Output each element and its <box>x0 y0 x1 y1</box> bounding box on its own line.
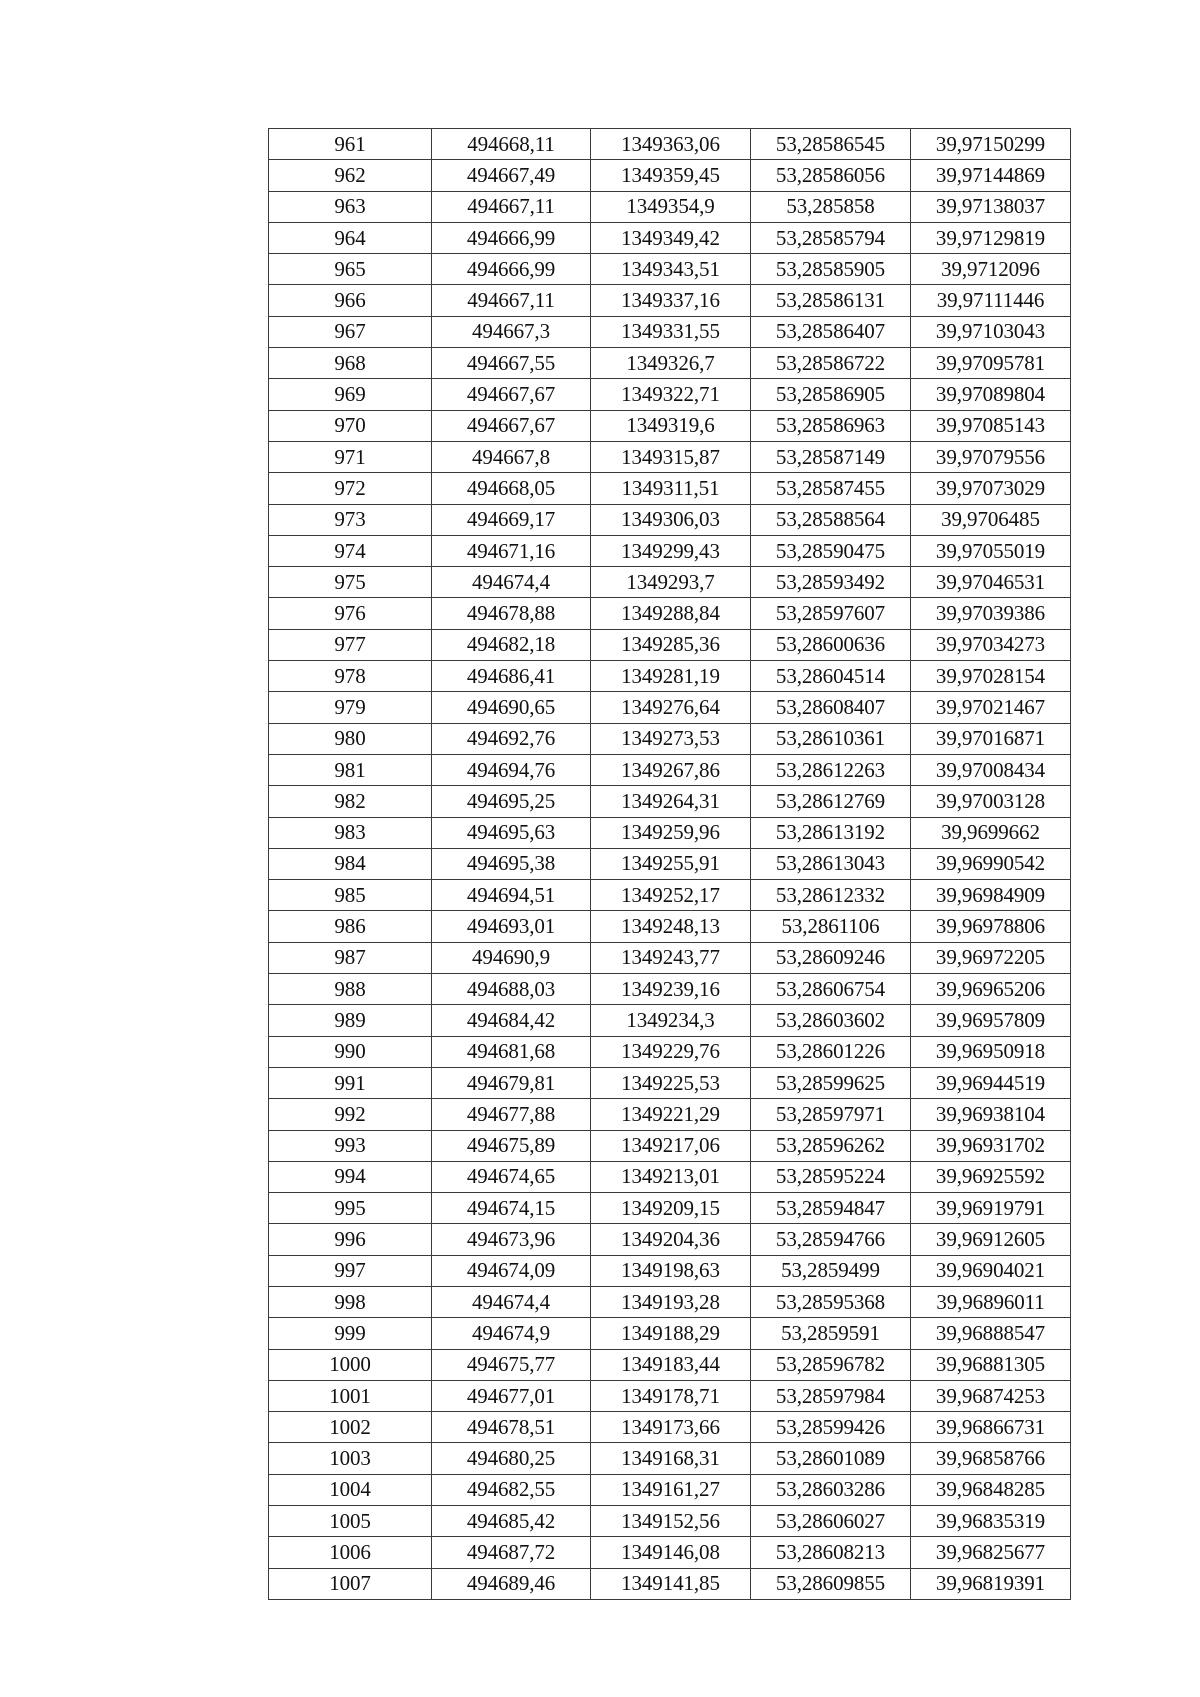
latitude-cell: 53,28586963 <box>751 410 911 441</box>
longitude-cell: 39,97034273 <box>911 629 1071 660</box>
latitude-cell: 53,28597984 <box>751 1380 911 1411</box>
latitude-cell: 53,28586545 <box>751 129 911 160</box>
point-number-cell: 987 <box>269 942 432 973</box>
y-coordinate-cell: 1349193,28 <box>591 1286 751 1317</box>
x-coordinate-cell: 494667,11 <box>432 191 591 222</box>
y-coordinate-cell: 1349209,15 <box>591 1193 751 1224</box>
y-coordinate-cell: 1349363,06 <box>591 129 751 160</box>
point-number-cell: 993 <box>269 1130 432 1161</box>
longitude-cell: 39,97008434 <box>911 754 1071 785</box>
x-coordinate-cell: 494674,65 <box>432 1161 591 1192</box>
latitude-cell: 53,28594766 <box>751 1224 911 1255</box>
longitude-cell: 39,96957809 <box>911 1005 1071 1036</box>
table-row <box>269 1099 1071 1130</box>
x-coordinate-cell: 494677,01 <box>432 1380 591 1411</box>
table-row <box>269 1130 1071 1161</box>
longitude-cell: 39,96819391 <box>911 1568 1071 1599</box>
x-coordinate-cell: 494678,51 <box>432 1412 591 1443</box>
table-row <box>269 535 1071 566</box>
longitude-cell: 39,96938104 <box>911 1099 1071 1130</box>
latitude-cell: 53,28606754 <box>751 974 911 1005</box>
point-number-cell: 984 <box>269 848 432 879</box>
x-coordinate-cell: 494675,77 <box>432 1349 591 1380</box>
x-coordinate-cell: 494685,42 <box>432 1506 591 1537</box>
point-number-cell: 994 <box>269 1161 432 1192</box>
latitude-cell: 53,28612769 <box>751 786 911 817</box>
latitude-cell: 53,28586905 <box>751 379 911 410</box>
longitude-cell: 39,96944519 <box>911 1067 1071 1098</box>
latitude-cell: 53,28603286 <box>751 1474 911 1505</box>
table-row <box>269 880 1071 911</box>
longitude-cell: 39,97079556 <box>911 441 1071 472</box>
latitude-cell: 53,28604514 <box>751 661 911 692</box>
longitude-cell: 39,9712096 <box>911 254 1071 285</box>
longitude-cell: 39,96978806 <box>911 911 1071 942</box>
point-number-cell: 972 <box>269 473 432 504</box>
table-row <box>269 504 1071 535</box>
point-number-cell: 977 <box>269 629 432 660</box>
longitude-cell: 39,97021467 <box>911 692 1071 723</box>
longitude-cell: 39,97003128 <box>911 786 1071 817</box>
latitude-cell: 53,28586407 <box>751 316 911 347</box>
point-number-cell: 997 <box>269 1255 432 1286</box>
table-row <box>269 1193 1071 1224</box>
longitude-cell: 39,96888547 <box>911 1318 1071 1349</box>
y-coordinate-cell: 1349299,43 <box>591 535 751 566</box>
coordinates-table-body <box>269 129 1071 1600</box>
table-row <box>269 473 1071 504</box>
table-row <box>269 441 1071 472</box>
y-coordinate-cell: 1349322,71 <box>591 379 751 410</box>
y-coordinate-cell: 1349229,76 <box>591 1036 751 1067</box>
point-number-cell: 973 <box>269 504 432 535</box>
latitude-cell: 53,28596782 <box>751 1349 911 1380</box>
table-row <box>269 348 1071 379</box>
x-coordinate-cell: 494690,65 <box>432 692 591 723</box>
point-number-cell: 967 <box>269 316 432 347</box>
point-number-cell: 976 <box>269 598 432 629</box>
longitude-cell: 39,96990542 <box>911 848 1071 879</box>
table-row <box>269 1036 1071 1067</box>
y-coordinate-cell: 1349319,6 <box>591 410 751 441</box>
x-coordinate-cell: 494694,51 <box>432 880 591 911</box>
table-row <box>269 1349 1071 1380</box>
table-row <box>269 567 1071 598</box>
table-row <box>269 1443 1071 1474</box>
longitude-cell: 39,97144869 <box>911 160 1071 191</box>
y-coordinate-cell: 1349146,08 <box>591 1537 751 1568</box>
table-row <box>269 1568 1071 1599</box>
x-coordinate-cell: 494677,88 <box>432 1099 591 1130</box>
latitude-cell: 53,28597971 <box>751 1099 911 1130</box>
table-row <box>269 848 1071 879</box>
x-coordinate-cell: 494674,09 <box>432 1255 591 1286</box>
table-row <box>269 1506 1071 1537</box>
table-row <box>269 1005 1071 1036</box>
latitude-cell: 53,28596262 <box>751 1130 911 1161</box>
table-row <box>269 1224 1071 1255</box>
table-row <box>269 754 1071 785</box>
longitude-cell: 39,96904021 <box>911 1255 1071 1286</box>
point-number-cell: 1000 <box>269 1349 432 1380</box>
y-coordinate-cell: 1349152,56 <box>591 1506 751 1537</box>
y-coordinate-cell: 1349337,16 <box>591 285 751 316</box>
point-number-cell: 995 <box>269 1193 432 1224</box>
point-number-cell: 998 <box>269 1286 432 1317</box>
latitude-cell: 53,28601226 <box>751 1036 911 1067</box>
table-row <box>269 222 1071 253</box>
y-coordinate-cell: 1349221,29 <box>591 1099 751 1130</box>
latitude-cell: 53,28595224 <box>751 1161 911 1192</box>
x-coordinate-cell: 494694,76 <box>432 754 591 785</box>
y-coordinate-cell: 1349225,53 <box>591 1067 751 1098</box>
y-coordinate-cell: 1349213,01 <box>591 1161 751 1192</box>
longitude-cell: 39,96925592 <box>911 1161 1071 1192</box>
point-number-cell: 1005 <box>269 1506 432 1537</box>
latitude-cell: 53,28587149 <box>751 441 911 472</box>
y-coordinate-cell: 1349315,87 <box>591 441 751 472</box>
table-row <box>269 1067 1071 1098</box>
coordinates-table <box>268 128 1071 1600</box>
table-row <box>269 379 1071 410</box>
latitude-cell: 53,28587455 <box>751 473 911 504</box>
x-coordinate-cell: 494675,89 <box>432 1130 591 1161</box>
y-coordinate-cell: 1349198,63 <box>591 1255 751 1286</box>
y-coordinate-cell: 1349349,42 <box>591 222 751 253</box>
x-coordinate-cell: 494690,9 <box>432 942 591 973</box>
table-row <box>269 191 1071 222</box>
y-coordinate-cell: 1349306,03 <box>591 504 751 535</box>
x-coordinate-cell: 494688,03 <box>432 974 591 1005</box>
y-coordinate-cell: 1349173,66 <box>591 1412 751 1443</box>
point-number-cell: 968 <box>269 348 432 379</box>
y-coordinate-cell: 1349359,45 <box>591 160 751 191</box>
y-coordinate-cell: 1349331,55 <box>591 316 751 347</box>
y-coordinate-cell: 1349248,13 <box>591 911 751 942</box>
longitude-cell: 39,97150299 <box>911 129 1071 160</box>
x-coordinate-cell: 494671,16 <box>432 535 591 566</box>
x-coordinate-cell: 494674,4 <box>432 567 591 598</box>
longitude-cell: 39,96950918 <box>911 1036 1071 1067</box>
table-row <box>269 692 1071 723</box>
point-number-cell: 990 <box>269 1036 432 1067</box>
point-number-cell: 992 <box>269 1099 432 1130</box>
latitude-cell: 53,28586131 <box>751 285 911 316</box>
table-row <box>269 1161 1071 1192</box>
latitude-cell: 53,28597607 <box>751 598 911 629</box>
latitude-cell: 53,28612332 <box>751 880 911 911</box>
y-coordinate-cell: 1349252,17 <box>591 880 751 911</box>
point-number-cell: 979 <box>269 692 432 723</box>
x-coordinate-cell: 494692,76 <box>432 723 591 754</box>
longitude-cell: 39,97055019 <box>911 535 1071 566</box>
y-coordinate-cell: 1349168,31 <box>591 1443 751 1474</box>
longitude-cell: 39,97095781 <box>911 348 1071 379</box>
table-row <box>269 410 1071 441</box>
point-number-cell: 961 <box>269 129 432 160</box>
longitude-cell: 39,96866731 <box>911 1412 1071 1443</box>
latitude-cell: 53,28609855 <box>751 1568 911 1599</box>
table-row <box>269 598 1071 629</box>
latitude-cell: 53,285858 <box>751 191 911 222</box>
longitude-cell: 39,96896011 <box>911 1286 1071 1317</box>
latitude-cell: 53,2861106 <box>751 911 911 942</box>
point-number-cell: 965 <box>269 254 432 285</box>
y-coordinate-cell: 1349288,84 <box>591 598 751 629</box>
table-row <box>269 316 1071 347</box>
y-coordinate-cell: 1349217,06 <box>591 1130 751 1161</box>
point-number-cell: 1007 <box>269 1568 432 1599</box>
table-row <box>269 1380 1071 1411</box>
y-coordinate-cell: 1349161,27 <box>591 1474 751 1505</box>
latitude-cell: 53,28610361 <box>751 723 911 754</box>
table-row <box>269 129 1071 160</box>
latitude-cell: 53,28608213 <box>751 1537 911 1568</box>
x-coordinate-cell: 494667,3 <box>432 316 591 347</box>
x-coordinate-cell: 494682,18 <box>432 629 591 660</box>
latitude-cell: 53,28593492 <box>751 567 911 598</box>
longitude-cell: 39,97103043 <box>911 316 1071 347</box>
point-number-cell: 982 <box>269 786 432 817</box>
y-coordinate-cell: 1349281,19 <box>591 661 751 692</box>
point-number-cell: 963 <box>269 191 432 222</box>
y-coordinate-cell: 1349273,53 <box>591 723 751 754</box>
longitude-cell: 39,97046531 <box>911 567 1071 598</box>
table-row <box>269 285 1071 316</box>
longitude-cell: 39,9706485 <box>911 504 1071 535</box>
x-coordinate-cell: 494674,9 <box>432 1318 591 1349</box>
x-coordinate-cell: 494667,11 <box>432 285 591 316</box>
point-number-cell: 971 <box>269 441 432 472</box>
point-number-cell: 964 <box>269 222 432 253</box>
y-coordinate-cell: 1349141,85 <box>591 1568 751 1599</box>
longitude-cell: 39,97028154 <box>911 661 1071 692</box>
point-number-cell: 975 <box>269 567 432 598</box>
point-number-cell: 970 <box>269 410 432 441</box>
x-coordinate-cell: 494695,63 <box>432 817 591 848</box>
longitude-cell: 39,97111446 <box>911 285 1071 316</box>
table-row <box>269 661 1071 692</box>
point-number-cell: 989 <box>269 1005 432 1036</box>
x-coordinate-cell: 494667,67 <box>432 379 591 410</box>
point-number-cell: 1004 <box>269 1474 432 1505</box>
latitude-cell: 53,28613043 <box>751 848 911 879</box>
x-coordinate-cell: 494668,05 <box>432 473 591 504</box>
y-coordinate-cell: 1349183,44 <box>591 1349 751 1380</box>
point-number-cell: 1001 <box>269 1380 432 1411</box>
x-coordinate-cell: 494668,11 <box>432 129 591 160</box>
longitude-cell: 39,97129819 <box>911 222 1071 253</box>
x-coordinate-cell: 494667,8 <box>432 441 591 472</box>
latitude-cell: 53,28586722 <box>751 348 911 379</box>
point-number-cell: 962 <box>269 160 432 191</box>
x-coordinate-cell: 494666,99 <box>432 254 591 285</box>
longitude-cell: 39,96912605 <box>911 1224 1071 1255</box>
longitude-cell: 39,96825677 <box>911 1537 1071 1568</box>
x-coordinate-cell: 494680,25 <box>432 1443 591 1474</box>
table-row <box>269 1318 1071 1349</box>
x-coordinate-cell: 494667,67 <box>432 410 591 441</box>
latitude-cell: 53,28606027 <box>751 1506 911 1537</box>
point-number-cell: 966 <box>269 285 432 316</box>
point-number-cell: 981 <box>269 754 432 785</box>
x-coordinate-cell: 494667,55 <box>432 348 591 379</box>
longitude-cell: 39,96984909 <box>911 880 1071 911</box>
x-coordinate-cell: 494674,4 <box>432 1286 591 1317</box>
y-coordinate-cell: 1349285,36 <box>591 629 751 660</box>
x-coordinate-cell: 494695,25 <box>432 786 591 817</box>
y-coordinate-cell: 1349204,36 <box>591 1224 751 1255</box>
point-number-cell: 986 <box>269 911 432 942</box>
latitude-cell: 53,28599426 <box>751 1412 911 1443</box>
longitude-cell: 39,96965206 <box>911 974 1071 1005</box>
table-row <box>269 160 1071 191</box>
longitude-cell: 39,9699662 <box>911 817 1071 848</box>
y-coordinate-cell: 1349178,71 <box>591 1380 751 1411</box>
y-coordinate-cell: 1349326,7 <box>591 348 751 379</box>
longitude-cell: 39,97016871 <box>911 723 1071 754</box>
x-coordinate-cell: 494667,49 <box>432 160 591 191</box>
y-coordinate-cell: 1349243,77 <box>591 942 751 973</box>
longitude-cell: 39,97085143 <box>911 410 1071 441</box>
latitude-cell: 53,28600636 <box>751 629 911 660</box>
x-coordinate-cell: 494678,88 <box>432 598 591 629</box>
y-coordinate-cell: 1349354,9 <box>591 191 751 222</box>
table-row <box>269 817 1071 848</box>
x-coordinate-cell: 494686,41 <box>432 661 591 692</box>
x-coordinate-cell: 494673,96 <box>432 1224 591 1255</box>
table-row <box>269 974 1071 1005</box>
point-number-cell: 1006 <box>269 1537 432 1568</box>
longitude-cell: 39,96881305 <box>911 1349 1071 1380</box>
point-number-cell: 974 <box>269 535 432 566</box>
latitude-cell: 53,28585905 <box>751 254 911 285</box>
longitude-cell: 39,96858766 <box>911 1443 1071 1474</box>
table-row <box>269 1255 1071 1286</box>
latitude-cell: 53,28588564 <box>751 504 911 535</box>
latitude-cell: 53,28603602 <box>751 1005 911 1036</box>
x-coordinate-cell: 494666,99 <box>432 222 591 253</box>
latitude-cell: 53,28608407 <box>751 692 911 723</box>
latitude-cell: 53,28601089 <box>751 1443 911 1474</box>
table-row <box>269 723 1071 754</box>
longitude-cell: 39,96931702 <box>911 1130 1071 1161</box>
longitude-cell: 39,96972205 <box>911 942 1071 973</box>
y-coordinate-cell: 1349276,64 <box>591 692 751 723</box>
table-row <box>269 942 1071 973</box>
point-number-cell: 980 <box>269 723 432 754</box>
x-coordinate-cell: 494682,55 <box>432 1474 591 1505</box>
latitude-cell: 53,28590475 <box>751 535 911 566</box>
x-coordinate-cell: 494684,42 <box>432 1005 591 1036</box>
x-coordinate-cell: 494669,17 <box>432 504 591 535</box>
y-coordinate-cell: 1349343,51 <box>591 254 751 285</box>
y-coordinate-cell: 1349264,31 <box>591 786 751 817</box>
longitude-cell: 39,96919791 <box>911 1193 1071 1224</box>
latitude-cell: 53,28599625 <box>751 1067 911 1098</box>
point-number-cell: 999 <box>269 1318 432 1349</box>
point-number-cell: 985 <box>269 880 432 911</box>
y-coordinate-cell: 1349311,51 <box>591 473 751 504</box>
table-row <box>269 1286 1071 1317</box>
y-coordinate-cell: 1349267,86 <box>591 754 751 785</box>
x-coordinate-cell: 494681,68 <box>432 1036 591 1067</box>
point-number-cell: 983 <box>269 817 432 848</box>
longitude-cell: 39,97089804 <box>911 379 1071 410</box>
longitude-cell: 39,97073029 <box>911 473 1071 504</box>
longitude-cell: 39,96835319 <box>911 1506 1071 1537</box>
point-number-cell: 1002 <box>269 1412 432 1443</box>
point-number-cell: 1003 <box>269 1443 432 1474</box>
latitude-cell: 53,28594847 <box>751 1193 911 1224</box>
table-row <box>269 786 1071 817</box>
x-coordinate-cell: 494689,46 <box>432 1568 591 1599</box>
longitude-cell: 39,96874253 <box>911 1380 1071 1411</box>
y-coordinate-cell: 1349293,7 <box>591 567 751 598</box>
point-number-cell: 988 <box>269 974 432 1005</box>
longitude-cell: 39,97039386 <box>911 598 1071 629</box>
table-row <box>269 629 1071 660</box>
latitude-cell: 53,28585794 <box>751 222 911 253</box>
x-coordinate-cell: 494693,01 <box>432 911 591 942</box>
y-coordinate-cell: 1349188,29 <box>591 1318 751 1349</box>
point-number-cell: 978 <box>269 661 432 692</box>
y-coordinate-cell: 1349255,91 <box>591 848 751 879</box>
x-coordinate-cell: 494687,72 <box>432 1537 591 1568</box>
longitude-cell: 39,97138037 <box>911 191 1071 222</box>
table-row <box>269 254 1071 285</box>
table-row <box>269 911 1071 942</box>
point-number-cell: 996 <box>269 1224 432 1255</box>
point-number-cell: 991 <box>269 1067 432 1098</box>
x-coordinate-cell: 494674,15 <box>432 1193 591 1224</box>
y-coordinate-cell: 1349259,96 <box>591 817 751 848</box>
table-row <box>269 1537 1071 1568</box>
y-coordinate-cell: 1349239,16 <box>591 974 751 1005</box>
table-row <box>269 1412 1071 1443</box>
x-coordinate-cell: 494679,81 <box>432 1067 591 1098</box>
latitude-cell: 53,28595368 <box>751 1286 911 1317</box>
table-row <box>269 1474 1071 1505</box>
point-number-cell: 969 <box>269 379 432 410</box>
y-coordinate-cell: 1349234,3 <box>591 1005 751 1036</box>
latitude-cell: 53,28586056 <box>751 160 911 191</box>
x-coordinate-cell: 494695,38 <box>432 848 591 879</box>
longitude-cell: 39,96848285 <box>911 1474 1071 1505</box>
latitude-cell: 53,2859499 <box>751 1255 911 1286</box>
latitude-cell: 53,2859591 <box>751 1318 911 1349</box>
latitude-cell: 53,28609246 <box>751 942 911 973</box>
latitude-cell: 53,28612263 <box>751 754 911 785</box>
latitude-cell: 53,28613192 <box>751 817 911 848</box>
